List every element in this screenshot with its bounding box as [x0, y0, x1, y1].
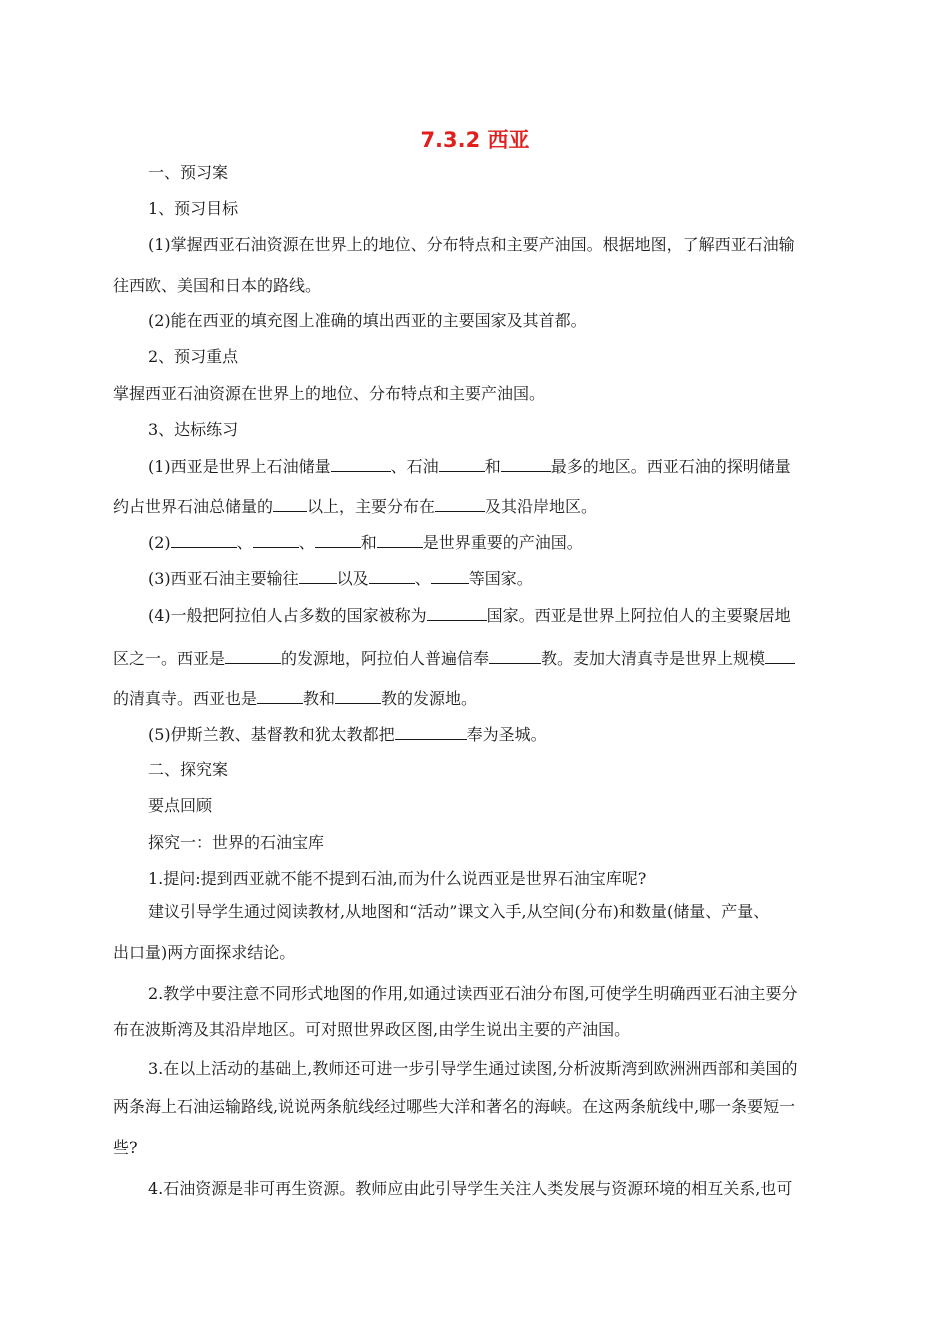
subheading-goals: 1、预习目标 [148, 199, 239, 218]
fill-blank[interactable] [299, 568, 337, 584]
paragraph-3-line3: 些? [113, 1138, 138, 1157]
fill-blank[interactable] [765, 648, 795, 664]
subheading-practice: 3、达标练习 [148, 420, 239, 439]
question-3: (3)西亚石油主要输往 以及 、 等国家。 [148, 569, 533, 588]
fill-blank[interactable] [171, 532, 237, 548]
question-4-line1: (4)一般把阿拉伯人占多数的国家被称为 国家。西亚是世界上阿拉伯人的主要聚居地 [148, 606, 791, 625]
question-1-line2: 约占世界石油总储量的 以上，主要分布在 及其沿岸地区。 [113, 497, 598, 516]
goal1-line1: (1)掌握西亚石油资源在世界上的地位、分布特点和主要产油国。根据地图，了解西亚石油输 [148, 235, 795, 254]
focus-text: 掌握西亚石油资源在世界上的地位、分布特点和主要产油国。 [113, 384, 546, 403]
fill-blank[interactable] [427, 605, 487, 621]
paragraph-2-line2: 布在波斯湾及其沿岸地区。可对照世界政区图,由学生说出主要的产油国。 [113, 1020, 631, 1039]
question-5: (5)伊斯兰教、基督教和犹太教都把 奉为圣城。 [148, 725, 547, 744]
paragraph-4-line1: 4.石油资源是非可再生资源。教师应由此引导学生关注人类发展与资源环境的相互关系,也可 [148, 1179, 793, 1198]
fill-blank[interactable] [501, 456, 551, 472]
fill-blank[interactable] [273, 496, 307, 512]
section-heading-explore: 二、探究案 [148, 760, 229, 779]
question-4-line3: 的清真寺。西亚也是 教和 教的发源地。 [113, 689, 478, 708]
fill-blank[interactable] [369, 568, 415, 584]
fill-blank[interactable] [431, 568, 469, 584]
fill-blank[interactable] [395, 724, 467, 740]
fill-blank[interactable] [331, 456, 391, 472]
review-heading: 要点回顾 [148, 796, 213, 815]
subheading-focus: 2、预习重点 [148, 347, 239, 366]
fill-blank[interactable] [335, 688, 381, 704]
paragraph-3-line2: 两条海上石油运输路线,说说两条航线经过哪些大洋和著名的海峡。在这两条航线中,哪一条要短一 [113, 1097, 796, 1116]
section-heading-preview: 一、预习案 [148, 163, 229, 182]
question-1-line1: (1)西亚是世界上石油储量 、石油 和 最多的地区。西亚石油的探明储量 [148, 457, 791, 476]
paragraph-1b-line2: 出口量)两方面探求结论。 [113, 943, 296, 962]
fill-blank[interactable] [489, 648, 541, 664]
explore-topic-1: 探究一：世界的石油宝库 [148, 833, 325, 852]
question-2: (2) 、 、 和 是世界重要的产油国。 [148, 533, 583, 552]
goal1-line2: 往西欧、美国和日本的路线。 [113, 276, 322, 295]
paragraph-3-line1: 3.在以上活动的基础上,教师还可进一步引导学生通过读图,分析波斯湾到欧洲洲西部和美国的 [148, 1059, 798, 1078]
question-4-line2: 区之一。西亚是 的发源地，阿拉伯人普遍信奉 教。麦加大清真寺是世界上规模 [113, 648, 838, 669]
paragraph-1b-line1: 建议引导学生通过阅读教材,从地图和“活动”课文入手,从空间(分布)和数量(储量、产量、 [148, 902, 770, 921]
fill-blank[interactable] [253, 532, 299, 548]
fill-blank[interactable] [377, 532, 423, 548]
fill-blank[interactable] [315, 532, 361, 548]
fill-blank[interactable] [225, 648, 281, 664]
paragraph-1: 1.提问:提到西亚就不能不提到石油,而为什么说西亚是世界石油宝库呢? [148, 869, 647, 888]
fill-blank[interactable] [257, 688, 303, 704]
paragraph-2-line1: 2.教学中要注意不同形式地图的作用,如通过读西亚石油分布图,可使学生明确西亚石油主要分 [148, 984, 798, 1003]
fill-blank[interactable] [439, 456, 485, 472]
page-title: 7.3.2 西亚 [420, 128, 530, 152]
goal2: (2)能在西亚的填充图上准确的填出西亚的主要国家及其首都。 [148, 311, 587, 330]
fill-blank[interactable] [435, 496, 485, 512]
